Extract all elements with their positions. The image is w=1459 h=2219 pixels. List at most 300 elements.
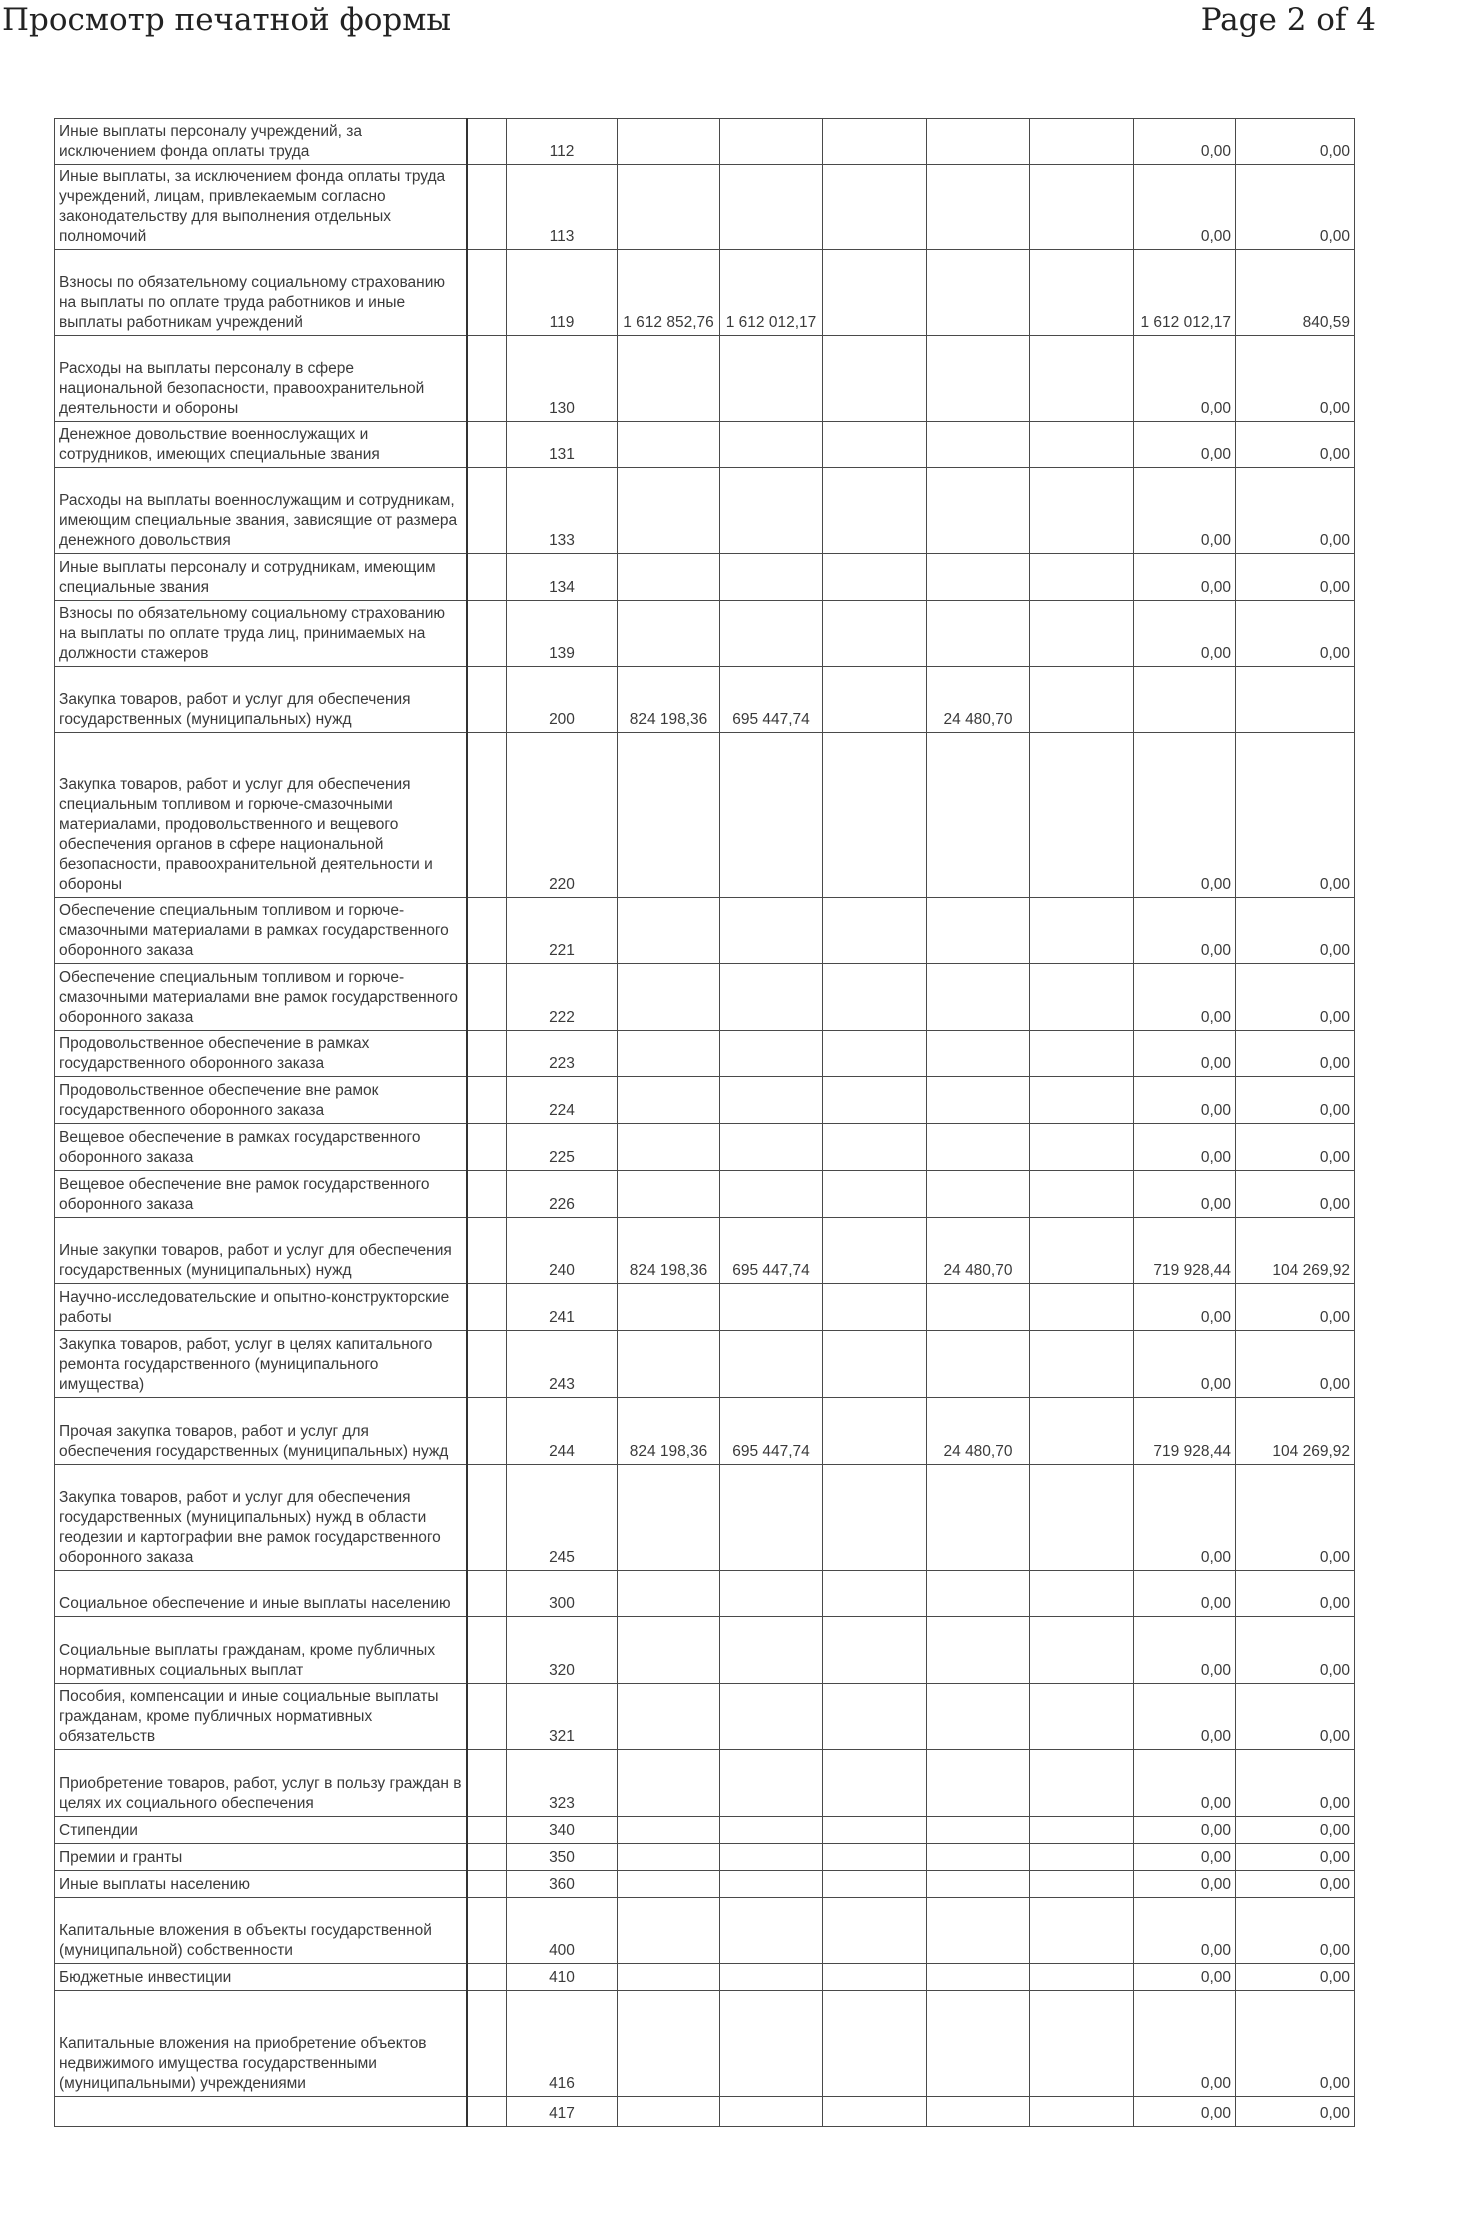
row-value (823, 667, 927, 733)
row-value: 0,00 (1236, 554, 1355, 601)
table-row (55, 1398, 1355, 1465)
row-value (823, 336, 927, 422)
expense-form-table (54, 118, 1355, 2127)
row-name: Иные выплаты персоналу учреждений, за исключением фонда оплаты труда (55, 119, 467, 165)
row-code: 226 (507, 1171, 618, 1218)
row-spacer (467, 1617, 507, 1684)
row-value: 0,00 (1134, 1964, 1236, 1991)
row-value (720, 336, 823, 422)
row-value (720, 165, 823, 250)
row-spacer (467, 898, 507, 964)
table-row (55, 733, 1355, 898)
row-value: 0,00 (1236, 1571, 1355, 1617)
row-value (1030, 1684, 1134, 1750)
row-value (823, 250, 927, 336)
row-value (1030, 1284, 1134, 1331)
row-value (720, 468, 823, 554)
row-code: 410 (507, 1964, 618, 1991)
row-code: 300 (507, 1571, 618, 1617)
row-value (927, 1571, 1030, 1617)
row-value: 0,00 (1236, 1171, 1355, 1218)
row-value: 0,00 (1236, 1684, 1355, 1750)
row-value: 1 612 012,17 (720, 250, 823, 336)
print-preview-header (0, 0, 1459, 60)
row-spacer (467, 422, 507, 468)
row-value: 824 198,36 (618, 1218, 720, 1284)
table-row (55, 1898, 1355, 1964)
row-value: 0,00 (1134, 1031, 1236, 1077)
row-value: 0,00 (1134, 1284, 1236, 1331)
row-value (720, 1871, 823, 1898)
row-value: 0,00 (1134, 733, 1236, 898)
row-value: 0,00 (1236, 1844, 1355, 1871)
row-value (1030, 468, 1134, 554)
row-value (1030, 1331, 1134, 1398)
row-value (1030, 1398, 1134, 1465)
row-spacer (467, 1331, 507, 1398)
row-name: Приобретение товаров, работ, услуг в пользу граждан в целях их социального обеспечения (55, 1750, 467, 1817)
row-value (927, 1898, 1030, 1964)
row-name: Продовольственное обеспечение вне рамок государственного оборонного заказа (55, 1077, 467, 1124)
table-row (55, 554, 1355, 601)
row-spacer (467, 1817, 507, 1844)
row-name: Капитальные вложения в объекты государственной (муниципальной) собственности (55, 1898, 467, 1964)
row-name: Иные выплаты персоналу и сотрудникам, имеющим специальные звания (55, 554, 467, 601)
row-value (720, 1684, 823, 1750)
row-value (1030, 1750, 1134, 1817)
table-row (55, 165, 1355, 250)
row-name: Закупка товаров, работ и услуг для обеспечения государственных (муниципальных) нужд (55, 667, 467, 733)
row-spacer (467, 336, 507, 422)
row-value (823, 422, 927, 468)
table-row (55, 1124, 1355, 1171)
row-value (1030, 1571, 1134, 1617)
row-name: Бюджетные инвестиции (55, 1964, 467, 1991)
row-value (927, 1871, 1030, 1898)
row-value (720, 1077, 823, 1124)
row-value (618, 898, 720, 964)
row-spacer (467, 964, 507, 1031)
row-code: 224 (507, 1077, 618, 1124)
row-value: 24 480,70 (927, 1398, 1030, 1465)
table-row (55, 1571, 1355, 1617)
row-spacer (467, 1964, 507, 1991)
table-row (55, 1218, 1355, 1284)
table-row (55, 2097, 1355, 2127)
row-value: 0,00 (1236, 733, 1355, 898)
row-value (1030, 1465, 1134, 1571)
row-value (618, 1171, 720, 1218)
row-code: 244 (507, 1398, 618, 1465)
row-value (1030, 1171, 1134, 1218)
row-value: 0,00 (1236, 1991, 1355, 2097)
row-value (823, 1991, 927, 2097)
row-value: 0,00 (1236, 1284, 1355, 1331)
row-value: 719 928,44 (1134, 1218, 1236, 1284)
row-name: Капитальные вложения на приобретение объектов недвижимого имущества государственными (муниципальными) учреждениями (55, 1991, 467, 2097)
row-value (618, 1465, 720, 1571)
row-value (618, 1750, 720, 1817)
row-value: 0,00 (1134, 165, 1236, 250)
row-value: 0,00 (1236, 1331, 1355, 1398)
row-value: 0,00 (1236, 336, 1355, 422)
table-row (55, 1171, 1355, 1218)
row-value (927, 468, 1030, 554)
row-value: 0,00 (1236, 898, 1355, 964)
row-name: Иные закупки товаров, работ и услуг для обеспечения государственных (муниципальных) нужд (55, 1218, 467, 1284)
row-value: 0,00 (1134, 1571, 1236, 1617)
row-code: 320 (507, 1617, 618, 1684)
row-value: 0,00 (1236, 1750, 1355, 1817)
row-value (1030, 554, 1134, 601)
row-value (823, 468, 927, 554)
row-value (720, 1031, 823, 1077)
row-value: 1 612 852,76 (618, 250, 720, 336)
row-spacer (467, 1571, 507, 1617)
table-row (55, 1684, 1355, 1750)
row-value (1030, 1817, 1134, 1844)
row-name: Взносы по обязательному социальному страхованию на выплаты по оплате труда лиц, принимаемых на должности стажеров (55, 601, 467, 667)
row-name: Продовольственное обеспечение в рамках государственного оборонного заказа (55, 1031, 467, 1077)
row-name: Взносы по обязательному социальному страхованию на выплаты по оплате труда работников и иные выплаты работникам учреждений (55, 250, 467, 336)
row-name: Прочая закупка товаров, работ и услуг для обеспечения государственных (муниципальных) нужд (55, 1398, 467, 1465)
row-spacer (467, 1171, 507, 1218)
row-value: 0,00 (1236, 1817, 1355, 1844)
row-value (720, 1571, 823, 1617)
row-value (618, 601, 720, 667)
table-row (55, 667, 1355, 733)
row-value: 0,00 (1134, 1331, 1236, 1398)
row-code: 221 (507, 898, 618, 964)
row-value: 0,00 (1134, 336, 1236, 422)
row-name: Иные выплаты, за исключением фонда оплаты труда учреждений, лицам, привлекаемым согласно законодательству для выполнения отдельных полномочий (55, 165, 467, 250)
row-value (927, 898, 1030, 964)
row-value: 0,00 (1236, 1077, 1355, 1124)
row-code: 323 (507, 1750, 618, 1817)
row-value: 0,00 (1134, 1844, 1236, 1871)
row-value: 104 269,92 (1236, 1398, 1355, 1465)
row-value: 0,00 (1236, 1964, 1355, 1991)
row-value: 0,00 (1134, 964, 1236, 1031)
row-spacer (467, 468, 507, 554)
row-value (1030, 733, 1134, 898)
row-value (927, 1077, 1030, 1124)
row-value (823, 1284, 927, 1331)
row-value: 0,00 (1236, 119, 1355, 165)
row-spacer (467, 1844, 507, 1871)
row-code: 400 (507, 1898, 618, 1964)
row-value: 0,00 (1134, 898, 1236, 964)
row-value (823, 1331, 927, 1398)
row-value (720, 1844, 823, 1871)
row-value (720, 1465, 823, 1571)
row-value: 0,00 (1134, 1124, 1236, 1171)
row-value (927, 1465, 1030, 1571)
row-value (618, 1844, 720, 1871)
row-value (1030, 964, 1134, 1031)
row-code: 222 (507, 964, 618, 1031)
row-spacer (467, 1465, 507, 1571)
row-spacer (467, 2097, 507, 2127)
row-value (1030, 1124, 1134, 1171)
row-value (927, 1684, 1030, 1750)
row-value (823, 1124, 927, 1171)
row-name: Премии и гранты (55, 1844, 467, 1871)
row-value (823, 1077, 927, 1124)
row-value (823, 165, 927, 250)
row-spacer (467, 119, 507, 165)
row-value: 695 447,74 (720, 667, 823, 733)
row-value: 0,00 (1236, 1898, 1355, 1964)
row-value (618, 1964, 720, 1991)
row-value (720, 1817, 823, 1844)
row-code: 350 (507, 1844, 618, 1871)
table-row (55, 898, 1355, 964)
row-value: 0,00 (1236, 468, 1355, 554)
row-value (618, 1284, 720, 1331)
row-value: 0,00 (1236, 601, 1355, 667)
row-value (823, 2097, 927, 2127)
row-code: 200 (507, 667, 618, 733)
row-value (1030, 601, 1134, 667)
row-value (823, 1218, 927, 1284)
table-row (55, 1617, 1355, 1684)
row-value (823, 554, 927, 601)
row-name: Закупка товаров, работ, услуг в целях капитального ремонта государственного (муниципального имущества) (55, 1331, 467, 1398)
row-code: 220 (507, 733, 618, 898)
row-code: 321 (507, 1684, 618, 1750)
row-value (927, 601, 1030, 667)
row-value (720, 1171, 823, 1218)
row-value (618, 165, 720, 250)
row-name: Обеспечение специальным топливом и горюче-смазочными материалами вне рамок государственного оборонного заказа (55, 964, 467, 1031)
row-value (618, 1331, 720, 1398)
row-spacer (467, 1284, 507, 1331)
row-spacer (467, 1991, 507, 2097)
row-name: Стипендии (55, 1817, 467, 1844)
row-value (618, 336, 720, 422)
row-value (927, 2097, 1030, 2127)
row-value: 0,00 (1134, 422, 1236, 468)
row-value (618, 1991, 720, 2097)
row-value: 824 198,36 (618, 1398, 720, 1465)
table-row (55, 1077, 1355, 1124)
row-value (823, 898, 927, 964)
row-name: Закупка товаров, работ и услуг для обеспечения государственных (муниципальных) нужд в области геодезии и картографии вне рамок государственного оборонного заказа (55, 1465, 467, 1571)
row-value (720, 1991, 823, 2097)
row-value (823, 964, 927, 1031)
row-value (927, 1617, 1030, 1684)
row-value: 0,00 (1236, 1871, 1355, 1898)
row-spacer (467, 1077, 507, 1124)
row-spacer (467, 1218, 507, 1284)
row-value: 0,00 (1236, 1124, 1355, 1171)
row-value: 0,00 (1134, 1817, 1236, 1844)
row-value: 695 447,74 (720, 1218, 823, 1284)
row-value (618, 733, 720, 898)
row-value (1030, 1898, 1134, 1964)
row-value: 0,00 (1134, 119, 1236, 165)
row-name: Социальное обеспечение и иные выплаты населению (55, 1571, 467, 1617)
row-value: 0,00 (1134, 1171, 1236, 1218)
row-value (927, 964, 1030, 1031)
row-code: 340 (507, 1817, 618, 1844)
row-spacer (467, 250, 507, 336)
row-value (720, 119, 823, 165)
row-spacer (467, 1871, 507, 1898)
row-value (720, 1124, 823, 1171)
row-value (927, 554, 1030, 601)
row-value (823, 1898, 927, 1964)
row-value (618, 422, 720, 468)
row-value (823, 1465, 927, 1571)
table-row (55, 1465, 1355, 1571)
row-value (927, 1991, 1030, 2097)
row-code: 416 (507, 1991, 618, 2097)
row-value: 719 928,44 (1134, 1398, 1236, 1465)
row-value (618, 1571, 720, 1617)
row-code: 119 (507, 250, 618, 336)
row-name: Иные выплаты населению (55, 1871, 467, 1898)
row-value (720, 733, 823, 898)
row-value: 840,59 (1236, 250, 1355, 336)
row-value (927, 422, 1030, 468)
row-value (927, 733, 1030, 898)
row-value (823, 733, 927, 898)
table-row (55, 1750, 1355, 1817)
row-name: Научно-исследовательские и опытно-конструкторские работы (55, 1284, 467, 1331)
row-name: Обеспечение специальным топливом и горюче-смазочными материалами в рамках государственного оборонного заказа (55, 898, 467, 964)
row-value (927, 1171, 1030, 1218)
row-value (823, 1398, 927, 1465)
row-code: 245 (507, 1465, 618, 1571)
row-value: 0,00 (1236, 1031, 1355, 1077)
row-name: Денежное довольствие военнослужащих и сотрудников, имеющих специальные звания (55, 422, 467, 468)
row-value: 0,00 (1134, 468, 1236, 554)
table-row (55, 119, 1355, 165)
row-value (618, 2097, 720, 2127)
row-value: 0,00 (1134, 1991, 1236, 2097)
row-value: 1 612 012,17 (1134, 250, 1236, 336)
row-value: 24 480,70 (927, 667, 1030, 733)
row-value (720, 1964, 823, 1991)
table-row (55, 336, 1355, 422)
row-value (1030, 1031, 1134, 1077)
row-value (618, 964, 720, 1031)
row-value (720, 898, 823, 964)
row-value: 0,00 (1134, 601, 1236, 667)
row-value (1030, 898, 1134, 964)
table-row (55, 964, 1355, 1031)
row-code: 243 (507, 1331, 618, 1398)
row-value (927, 1124, 1030, 1171)
row-value (927, 1331, 1030, 1398)
row-value (1030, 336, 1134, 422)
row-value: 0,00 (1236, 1617, 1355, 1684)
row-value (1030, 667, 1134, 733)
row-spacer (467, 165, 507, 250)
table-row (55, 1871, 1355, 1898)
row-value: 0,00 (1236, 1465, 1355, 1571)
row-value (1030, 1991, 1134, 2097)
row-value: 0,00 (1134, 1898, 1236, 1964)
row-value (618, 1077, 720, 1124)
table-row (55, 1991, 1355, 2097)
print-preview-title: Просмотр печатной формы (2, 2, 452, 38)
table-row (55, 1031, 1355, 1077)
row-name: Расходы на выплаты военнослужащим и сотрудникам, имеющим специальные звания, зависящие от размера денежного довольствия (55, 468, 467, 554)
row-value (1030, 1218, 1134, 1284)
row-spacer (467, 1031, 507, 1077)
row-code: 223 (507, 1031, 618, 1077)
row-value (823, 1171, 927, 1218)
row-code: 130 (507, 336, 618, 422)
row-value: 0,00 (1134, 1077, 1236, 1124)
row-value (823, 1617, 927, 1684)
row-value: 0,00 (1134, 1465, 1236, 1571)
row-value (823, 601, 927, 667)
row-value: 0,00 (1134, 554, 1236, 601)
row-value (618, 1617, 720, 1684)
row-name: Пособия, компенсации и иные социальные выплаты гражданам, кроме публичных нормативных обязательств (55, 1684, 467, 1750)
row-value (927, 119, 1030, 165)
row-value: 0,00 (1236, 2097, 1355, 2127)
row-value (927, 1964, 1030, 1991)
row-name: Расходы на выплаты персоналу в сфере национальной безопасности, правоохранительной деятельности и обороны (55, 336, 467, 422)
row-value (823, 1750, 927, 1817)
row-value (618, 119, 720, 165)
row-value (618, 1684, 720, 1750)
row-value (618, 1817, 720, 1844)
row-value (720, 964, 823, 1031)
row-value: 824 198,36 (618, 667, 720, 733)
table-row (55, 1331, 1355, 1398)
row-value (618, 1871, 720, 1898)
row-value (720, 1331, 823, 1398)
row-name: Вещевое обеспечение вне рамок государственного оборонного заказа (55, 1171, 467, 1218)
row-value (927, 1817, 1030, 1844)
row-value (618, 554, 720, 601)
row-spacer (467, 554, 507, 601)
row-code: 139 (507, 601, 618, 667)
row-spacer (467, 667, 507, 733)
row-spacer (467, 1124, 507, 1171)
row-value: 0,00 (1134, 1617, 1236, 1684)
row-code: 134 (507, 554, 618, 601)
row-code: 113 (507, 165, 618, 250)
row-spacer (467, 601, 507, 667)
row-code: 417 (507, 2097, 618, 2127)
row-value (1030, 1617, 1134, 1684)
row-value (1030, 1844, 1134, 1871)
row-value (927, 1284, 1030, 1331)
row-value (823, 1817, 927, 1844)
table-row (55, 1964, 1355, 1991)
row-value: 0,00 (1134, 1750, 1236, 1817)
table-row (55, 1817, 1355, 1844)
row-value (927, 336, 1030, 422)
row-value (720, 1284, 823, 1331)
row-value (823, 1844, 927, 1871)
table-row (55, 1284, 1355, 1331)
row-value (720, 2097, 823, 2127)
row-value (1030, 422, 1134, 468)
row-value (823, 1871, 927, 1898)
row-value (823, 1684, 927, 1750)
row-value (1030, 119, 1134, 165)
row-value (618, 1898, 720, 1964)
row-value (720, 1750, 823, 1817)
